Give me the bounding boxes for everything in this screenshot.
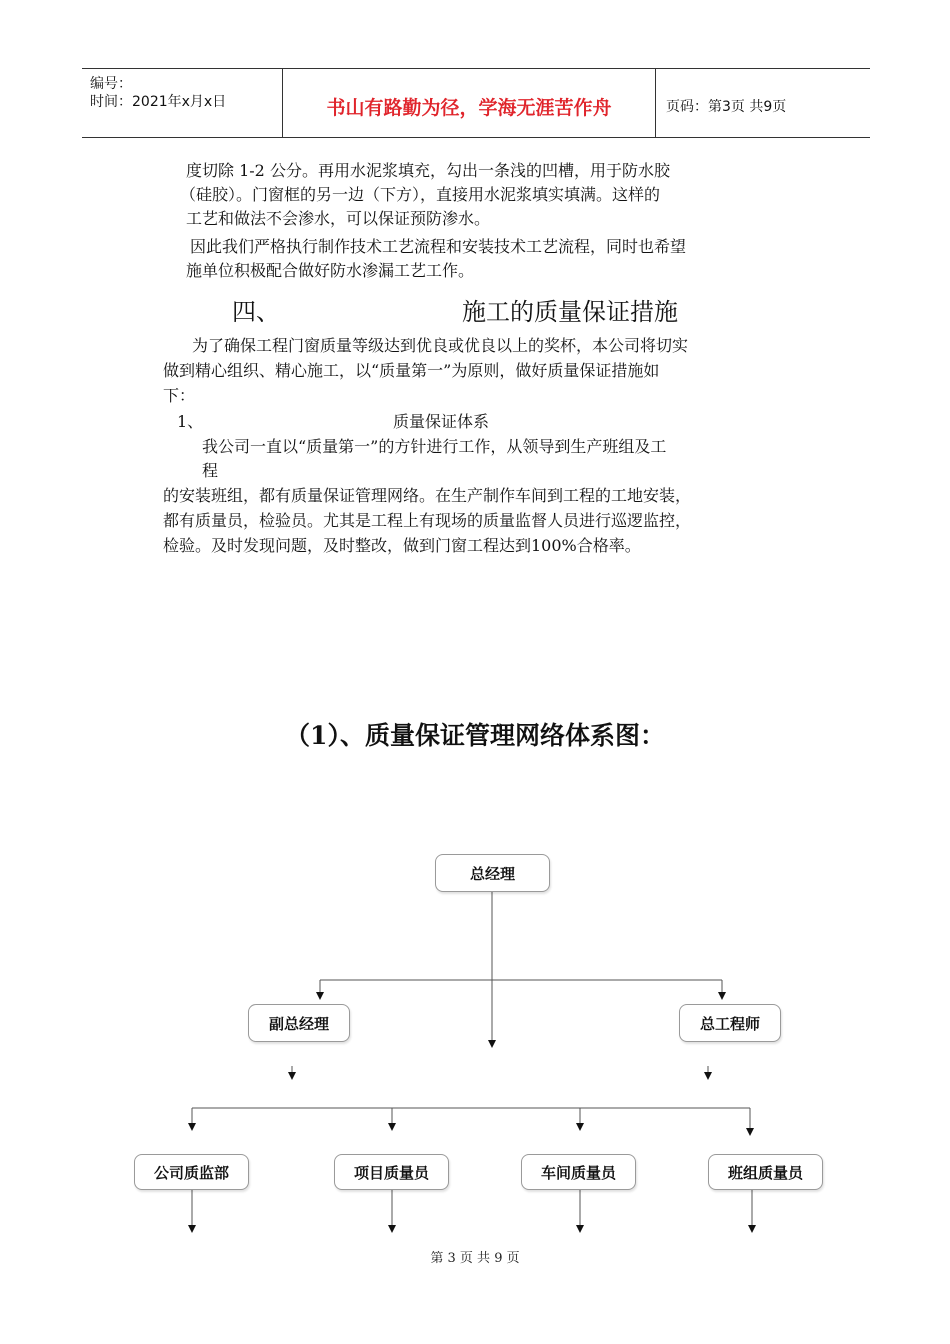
para1-line3: 工艺和做法不会渗水，可以保证预防渗水。 <box>186 209 491 228</box>
para3-line2: 做到精心组织、精心施工，以“质量第一”为原则，做好质量保证措施如 <box>163 361 660 380</box>
header-page-info: 页码：第3页 共9页 <box>666 99 787 115</box>
para4-line1: 我公司一直以“质量第一”的方针进行工作，从领导到生产班组及工 <box>202 437 667 456</box>
header-motto: 书山有路勤为径，学海无涯苦作舟 <box>326 97 612 119</box>
org-node-quality-dept: 公司质监部 <box>134 1154 249 1190</box>
org-node-chief-engineer: 总工程师 <box>679 1004 781 1042</box>
subsection-title: 质量保证体系 <box>393 412 490 431</box>
subsection-number: 1、 <box>177 412 204 431</box>
para1-line1: 度切除 1-2 公分。再用水泥浆填充，勾出一条浅的凹槽，用于防水胶 <box>186 161 670 180</box>
para5-line1: 的安装班组，都有质量保证管理网络。在生产制作车间到工程的工地安装， <box>163 486 692 505</box>
doc-number-label: 编号： <box>90 76 132 92</box>
org-node-team-inspector: 班组质量员 <box>708 1154 823 1190</box>
para2-line2: 施单位积极配合做好防水渗漏工艺工作。 <box>186 261 475 280</box>
org-node-project-inspector: 项目质量员 <box>334 1154 449 1190</box>
org-chart-title: （1）、质量保证管理网络体系图： <box>285 721 665 750</box>
para4-line2: 程 <box>202 461 219 480</box>
para3-line3: 下： <box>163 386 196 405</box>
page-footer: 第 3 页 共 9 页 <box>430 1251 520 1266</box>
para5-line3: 检验。及时发现问题，及时整改，做到门窗工程达到100%合格率。 <box>163 536 641 555</box>
para2-line1: 因此我们严格执行制作技术工艺流程和安装技术工艺流程，同时也希望 <box>190 237 687 256</box>
org-node-deputy-manager: 副总经理 <box>248 1004 350 1042</box>
para5-line2: 都有质量员，检验员。尤其是工程上有现场的质量监督人员进行巡逻监控， <box>163 511 692 530</box>
section-title: 施工的质量保证措施 <box>462 298 678 326</box>
para1-line2: （硅胶）。门窗框的另一边（下方），直接用水泥浆填实填满。这样的 <box>180 185 661 204</box>
doc-time-label: 时间：2021年x月x日 <box>90 94 227 110</box>
org-node-workshop-inspector: 车间质量员 <box>521 1154 636 1190</box>
section-number: 四、 <box>232 298 280 326</box>
org-node-general-manager: 总经理 <box>435 854 550 892</box>
para3-line1: 为了确保工程门窗质量等级达到优良或优良以上的奖杯，本公司将切实 <box>192 336 689 355</box>
